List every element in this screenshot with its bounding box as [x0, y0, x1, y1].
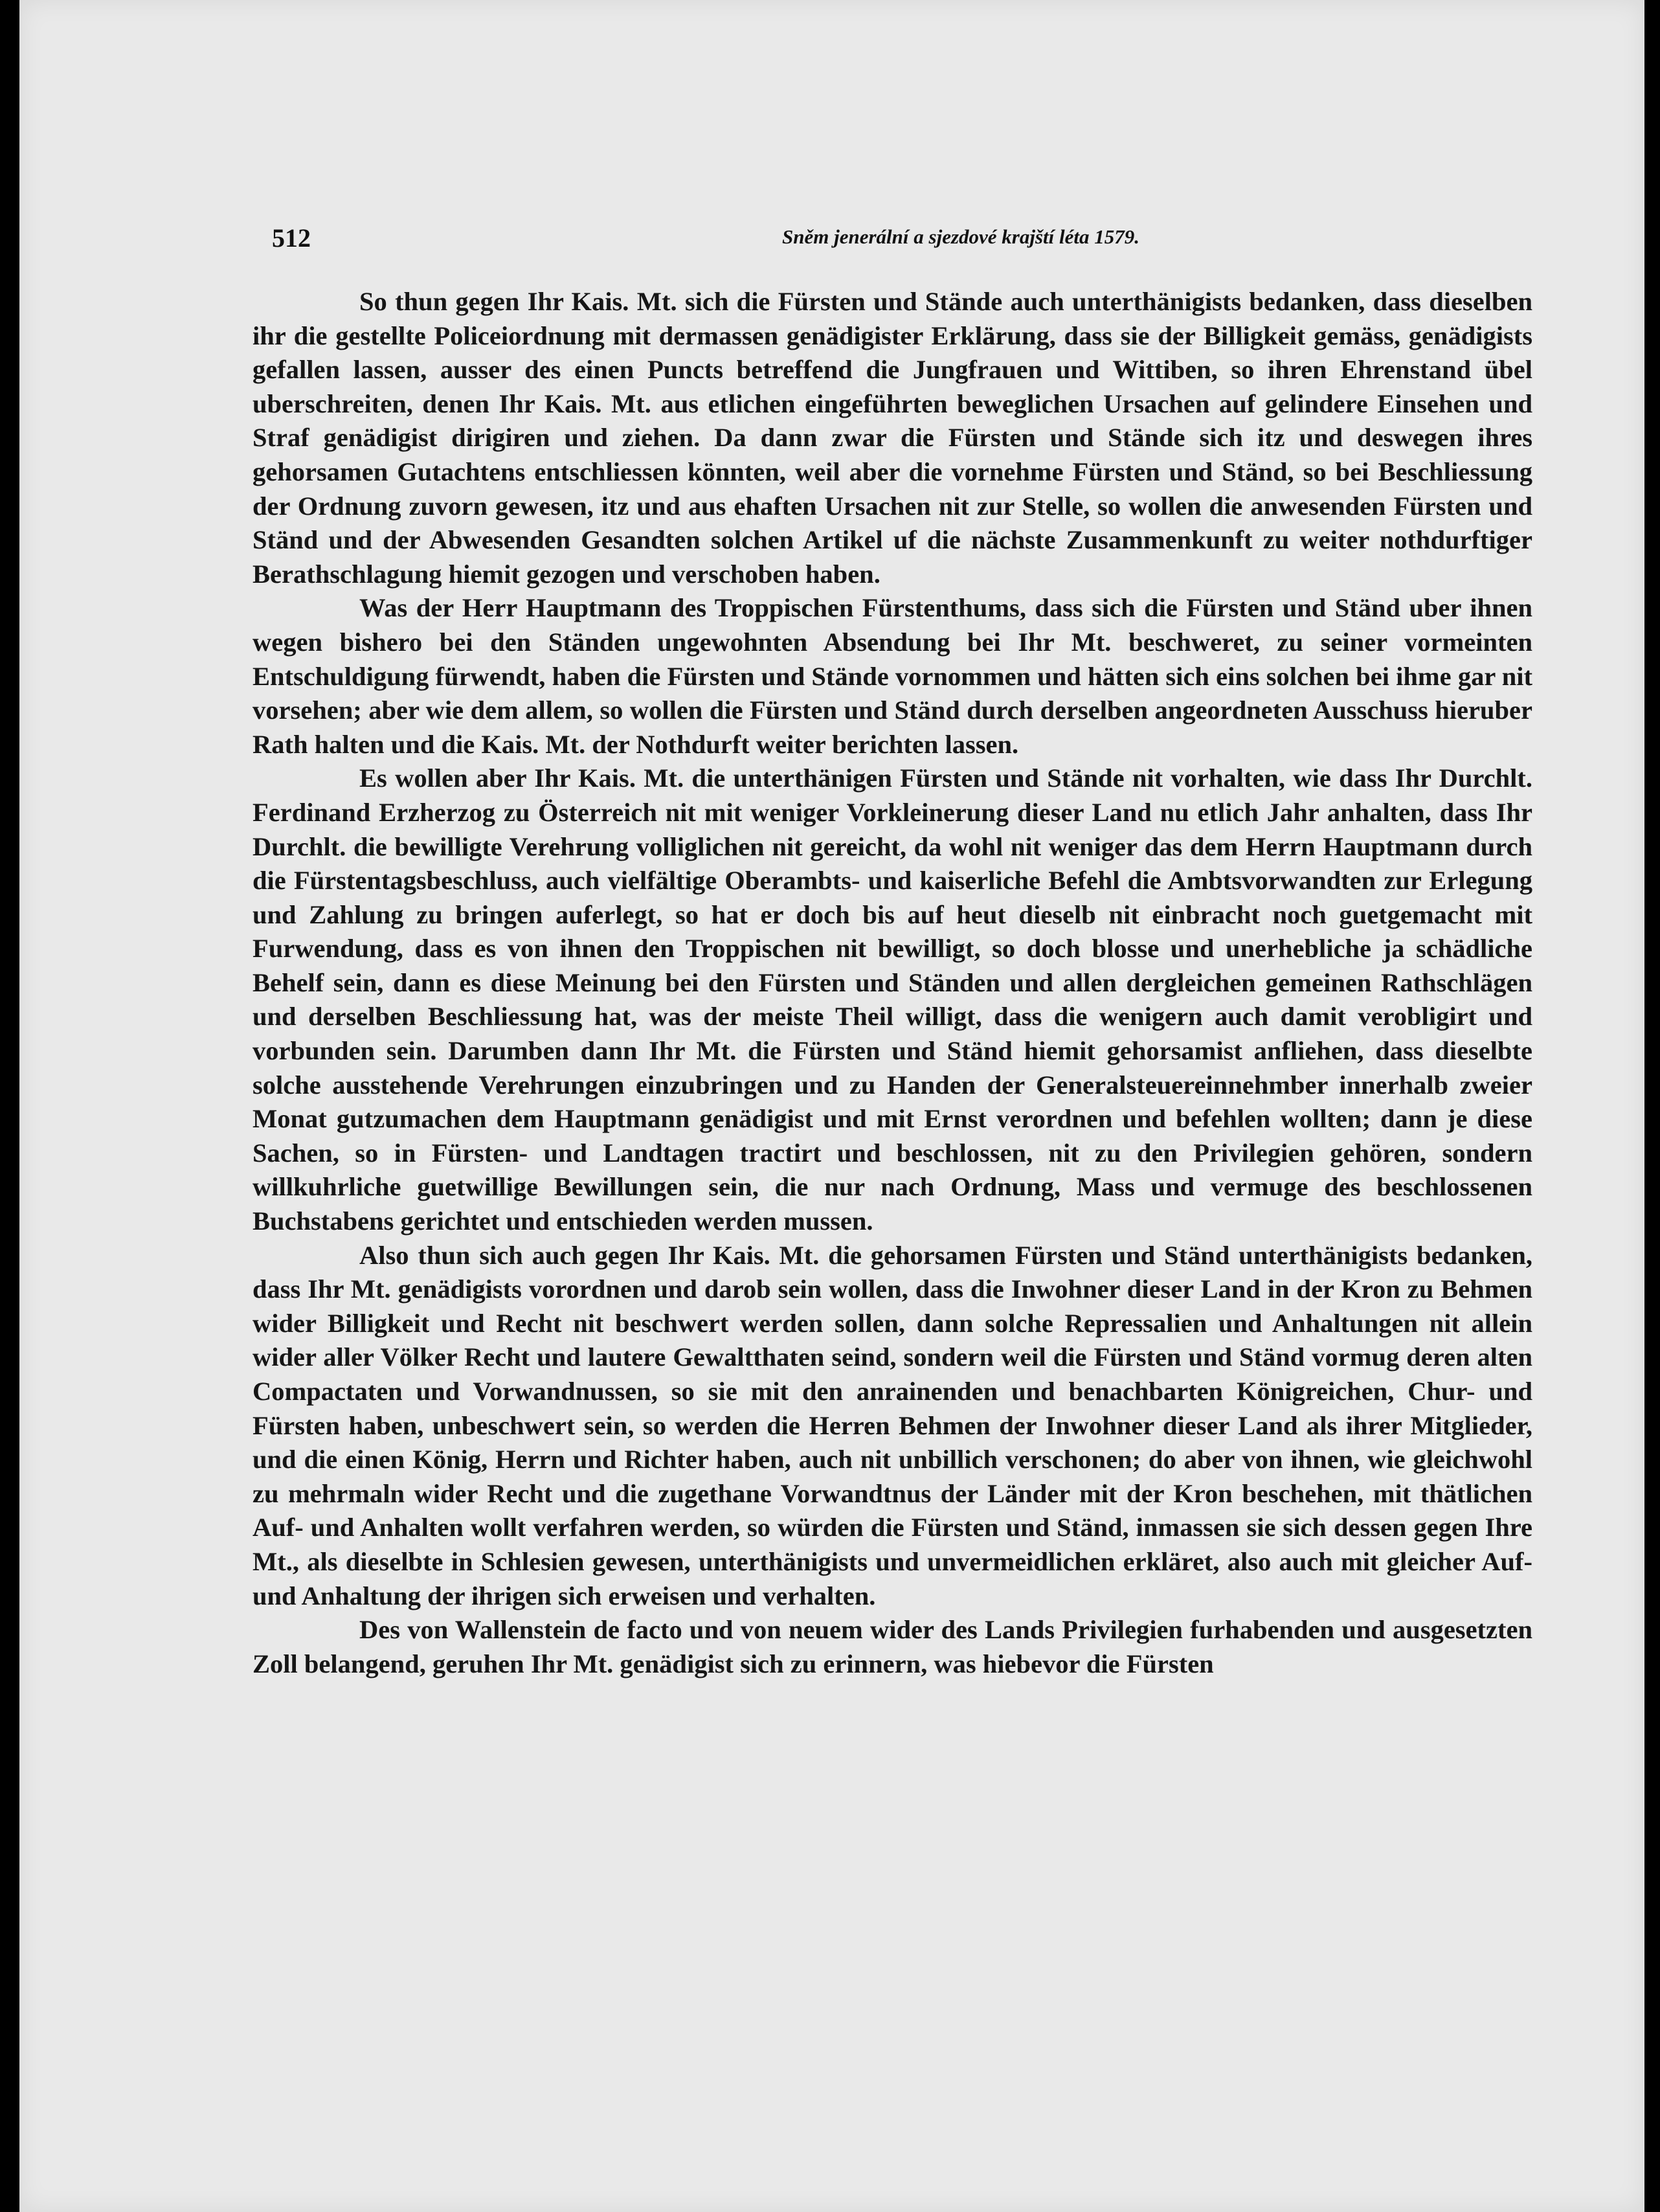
running-title: Sněm jenerální a sjezdové krajští léta 1579. [782, 225, 1139, 248]
page-header [272, 223, 1139, 262]
paragraph: Also thun sich auch gegen Ihr Kais. Mt. die gehorsamen Fürsten und Ständ unterthänigists bedanken, dass Ihr Mt. genädigists vorordnen und darob sein wollen, dass die Inwohner dieser Land in der Kron zu Behmen wider Billigkeit und Recht nit beschwert werden sollen, dann solche Repressalien und Anhaltungen nit allein wider aller Völker Recht und lautere Gewaltthaten seind, sondern weil die Fürsten und Ständ vormug deren alten Compactaten und Vorwandnussen, so sie mit den anrainenden und benachbarten Königreichen, Chur- und Fürsten haben, unbeschwert sein, so werden die Herren Behmen der Inwohner dieser Land als ihrer Mitglieder, und die einen König, Herrn und Richter haben, auch nit unbillich verschonen; do aber von ihnen, wie gleichwohl zu mehrmaln wider Recht und die zugethane Vorwandtnus der Länder mit der Kron beschehen, mit thätlichen Auf- und Anhalten wollt verfahren werden, so würden die Fürsten und Ständ, inmassen sie sich dessen gegen Ihre Mt., als dieselbte in Schlesien gewesen, unterthänigists und unvermeidlichen erkläret, also auch mit gleicher Auf- und Anhaltung der ihrigen sich erweisen und verhalten. [252, 1240, 1532, 1610]
paragraph: Was der Herr Hauptmann des Troppischen Fürstenthums, dass sich die Fürsten und Ständ uber ihnen wegen bishero bei den Ständen ungewohnten Absendung bei Ihr Mt. beschweret, zu seiner vormeinten Entschuldigung fürwendt, haben die Fürsten und Stände vornommen und hätten sich eins solchen bei ihme gar nit vorsehen; aber wie dem allem, so wollen die Fürsten und Ständ durch derselben angeordneten Ausschuss hieruber Rath halten und die Kais. Mt. der Nothdurft weiter berichten lassen. [252, 593, 1532, 759]
paragraph: So thun gegen Ihr Kais. Mt. sich die Fürsten und Stände auch unterthänigists bedanken, dass dieselben ihr die gestellte Policeiordnung mit dermassen genädigister Erklärung, dass sie der Billigkeit gemäss, genädigists gefallen lassen, ausser des einen Puncts betreffend die Jungfrauen und Wittiben, so ihren Ehrenstand übel uberschreiten, denen Ihr Kais. Mt. aus etlichen eingeführten beweglichen Ursachen auf gelindere Einsehen und Straf genädigist dirigiren und ziehen. Da dann zwar die Fürsten und Stände sich itz und deswegen ihres gehorsamen Gutachtens entschliessen könnten, weil aber die vornehme Fürsten und Ständ, so bei Beschliessung der Ordnung zuvorn gewesen, itz und aus ehaften Ursachen nit zur Stelle, so wollen die anwesenden Fürsten und Ständ und der Abwesenden Gesandten solchen Artikel uf die nächste Zusammenkunft zu weiter nothdurftiger Berathschlagung hiemit gezogen und verschoben haben. [252, 287, 1532, 589]
body-text [252, 285, 1532, 1681]
page-number: 512 [272, 223, 311, 253]
paragraph: Des von Wallenstein de facto und von neuem wider des Lands Privilegien furhabenden und ausgesetzten Zoll belangend, geruhen Ihr Mt. genädigist sich zu erinnern, was hiebevor die Fürsten [252, 1615, 1532, 1678]
paragraph: Es wollen aber Ihr Kais. Mt. die unterthänigen Fürsten und Stände nit vorhalten, wie dass Ihr Durchlt. Ferdinand Erzherzog zu Österreich nit mit weniger Vorkleinerung dieser Land nu etlich Jahr anhalten, dass Ihr Durchlt. die bewilligte Verehrung volliglichen nit gereicht, da wohl nit weniger das dem Herrn Hauptmann durch die Fürstentagsbeschluss, auch vielfältige Oberambts- und kaiserliche Befehl die Ambtsvorwandten zur Erlegung und Zahlung zu bringen auferlegt, so hat er doch bis auf heut dieselb nit einbracht noch guetgemacht mit Furwendung, dass es von ihnen den Troppischen nit bewilligt, so doch blosse und unerhebliche ja schädliche Behelf sein, dann es diese Meinung bei den Fürsten und Ständen und allen dergleichen gemeinen Rathschlägen und derselben Beschliessung hat, was der meiste Theil willigt, dass die wenigern auch damit verobligirt und vorbunden sein. Darumben dann Ihr Mt. die Fürsten und Ständ hiemit gehorsamist anfliehen, dass dieselbte solche ausstehende Verehrungen einzubringen und zu Handen der Generalsteuereinnehmber innerhalb zweier Monat gutzumachen dem Hauptmann genädigist und mit Ernst verordnen und befehlen wollten; dann je diese Sachen, so in Fürsten- und Landtagen tractirt und beschlossen, nit zu den Privilegien gehören, sondern willkuhrliche guetwillige Bewillungen sein, die nur nach Ordnung, Mass und vermuge des beschlossenen Buchstabens gerichtet und entschieden werden mussen. [252, 763, 1532, 1236]
